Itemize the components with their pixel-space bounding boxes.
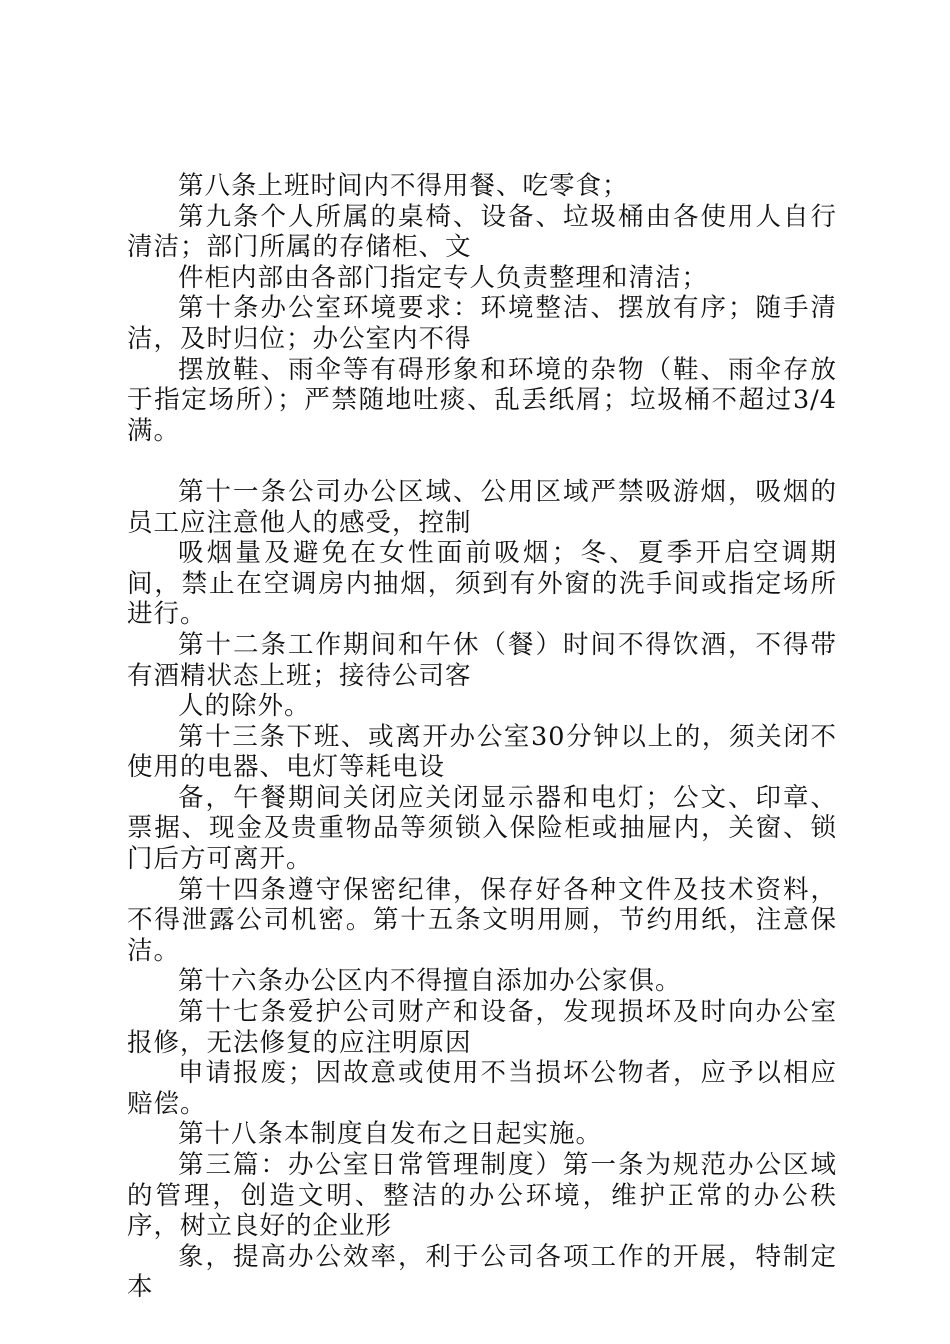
paragraph-article-8: 第八条上班时间内不得用餐、吃零食； <box>178 171 629 201</box>
paragraph-article-11: 第十一条公司办公区域、公用区域严禁吸游烟，吸烟的员工应注意他人的感受，控制 <box>127 476 837 538</box>
paragraph-article-10: 第十条办公室环境要求：环境整洁、摆放有序；随手清洁，及时归位；办公室内不得 <box>127 293 837 354</box>
paragraph-article-12-cont: 人的除外。 <box>178 691 311 722</box>
paragraph-article-17-cont: 申请报废；因故意或使用不当损坏公物者，应予以相应赔偿。 <box>127 1058 837 1119</box>
paragraph-article-10-cont: 摆放鞋、雨伞等有碍形象和环境的杂物（鞋、雨伞存放于指定场所）；严禁随地吐痰、乱丢纸屑；垃圾桶不超过3/4满。 <box>127 354 837 446</box>
paragraph-article-11-cont: 吸烟量及避免在女性面前吸烟；冬、夏季开启空调期间，禁止在空调房内抽烟，须到有外窗的洗手间或指定场所进行。 <box>127 538 837 630</box>
paragraph-article-17: 第十七条爱护公司财产和设备，发现损坏及时向办公室报修，无法修复的应注明原因 <box>127 997 837 1058</box>
paragraph-article-16: 第十六条办公区内不得擅自添加办公家俱。 <box>178 966 682 997</box>
paragraph-article-14-15: 第十四条遵守保密纪律，保存好各种文件及技术资料，不得泄露公司机密。第十五条文明用厕，节约用纸，注意保洁。 <box>127 874 837 966</box>
paragraph-gap <box>127 446 837 477</box>
paragraph-article-13: 第十三条下班、或离开办公室30分钟以上的，须关闭不使用的电器、电灯等耗电设 <box>127 721 837 783</box>
paragraph-article-9-cont: 件柜内部由各部门指定专人负责整理和清洁； <box>178 262 709 293</box>
document-body <box>127 171 837 1303</box>
paragraph-part-3-article-1: 第三篇：办公室日常管理制度）第一条为规范办公区域的管理，创造文明、整洁的办公环境，维护正常的办公秩序，树立良好的企业形 <box>127 1150 837 1242</box>
paragraph-article-13-cont: 备，午餐期间关闭应关闭显示器和电灯；公文、印章、票据、现金及贵重物品等须锁入保险柜或抽屉内，关窗、锁门后方可离开。 <box>127 782 837 875</box>
paragraph-article-18: 第十八条本制度自发布之日起实施。 <box>178 1119 603 1150</box>
paragraph-article-9: 第九条个人所属的桌椅、设备、垃圾桶由各使用人自行清洁；部门所属的存储柜、文 <box>127 201 837 263</box>
paragraph-article-12: 第十二条工作期间和午休（餐）时间不得饮酒，不得带有酒精状态上班；接待公司客 <box>127 629 837 691</box>
paragraph-part-3-article-1-cont: 象，提高办公效率，利于公司各项工作的开展，特制定本 <box>127 1241 837 1303</box>
